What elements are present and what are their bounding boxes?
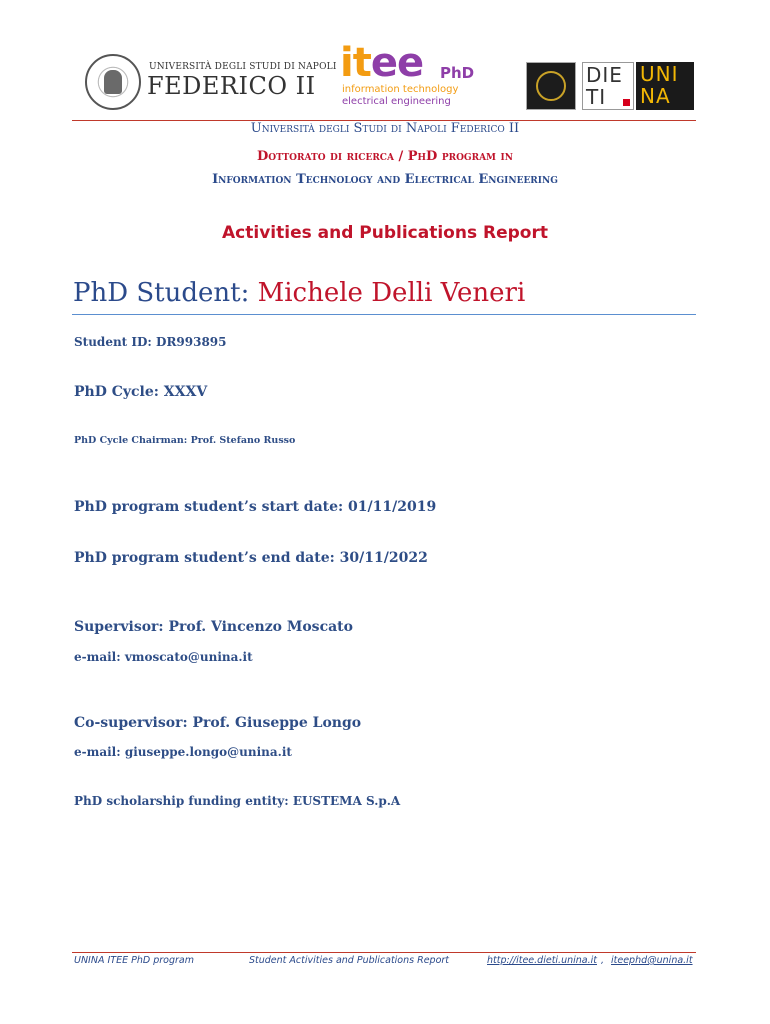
itee-phd-label: PhD — [440, 64, 475, 82]
unina-logo-line2: FEDERICO II — [147, 72, 316, 100]
cosupervisor-email: e-mail: giuseppe.longo@unina.it — [74, 745, 292, 759]
university-seal-icon — [85, 54, 141, 110]
dieti-red-dot — [623, 99, 630, 106]
end-date: PhD program student’s end date: 30/11/2022 — [74, 550, 428, 566]
itee-subtitle-2: electrical engineering — [342, 96, 451, 107]
funding-entity: PhD scholarship funding entity: EUSTEMA S.p.A — [74, 794, 401, 808]
dieti-unina-logos — [526, 62, 694, 110]
program-line-2: Information Technology and Electrical Engineering — [212, 172, 558, 187]
student-underline — [72, 314, 696, 315]
phd-cycle: PhD Cycle: XXXV — [74, 384, 208, 400]
department-seal-icon — [526, 62, 576, 110]
footer-website-link[interactable]: http://itee.dieti.unina.it — [487, 955, 597, 966]
itee-subtitle-1: information technology — [342, 84, 459, 95]
supervisor: Supervisor: Prof. Vincenzo Moscato — [74, 619, 353, 635]
student-id: Student ID: DR993895 — [74, 335, 227, 349]
student-name: Michele Delli Veneri — [257, 278, 526, 308]
cosupervisor: Co-supervisor: Prof. Giuseppe Longo — [74, 715, 362, 731]
itee-wordmark: itee — [340, 40, 424, 86]
itee-phd-logo — [340, 40, 490, 110]
report-title: Activities and Publications Report — [222, 223, 548, 243]
footer-report-title: Student Activities and Publications Report — [249, 955, 450, 966]
footer-email-link[interactable]: iteephd@unina.it — [611, 955, 693, 966]
student-label: PhD Student: — [73, 278, 258, 308]
start-date: PhD program student’s start date: 01/11/2019 — [74, 499, 437, 515]
unina-logo-line1: UNIVERSITÀ DEGLI STUDI DI NAPOLI — [149, 62, 337, 72]
dieti-logo: DIE TI — [582, 62, 634, 110]
footer-separator: , — [601, 955, 605, 966]
supervisor-email: e-mail: vmoscato@unina.it — [74, 650, 253, 664]
unina-box-logo: UNI NA — [636, 62, 694, 110]
student-heading — [73, 278, 525, 308]
footer-divider — [72, 952, 696, 953]
unina-logo — [85, 52, 337, 112]
cycle-chairman: PhD Cycle Chairman: Prof. Stefano Russo — [74, 435, 296, 446]
university-name: Università degli Studi di Napoli Federico II — [250, 121, 520, 136]
program-line-1: Dottorato di ricerca / PhD program in — [257, 149, 513, 164]
footer-program: UNINA ITEE PhD program — [74, 955, 194, 966]
